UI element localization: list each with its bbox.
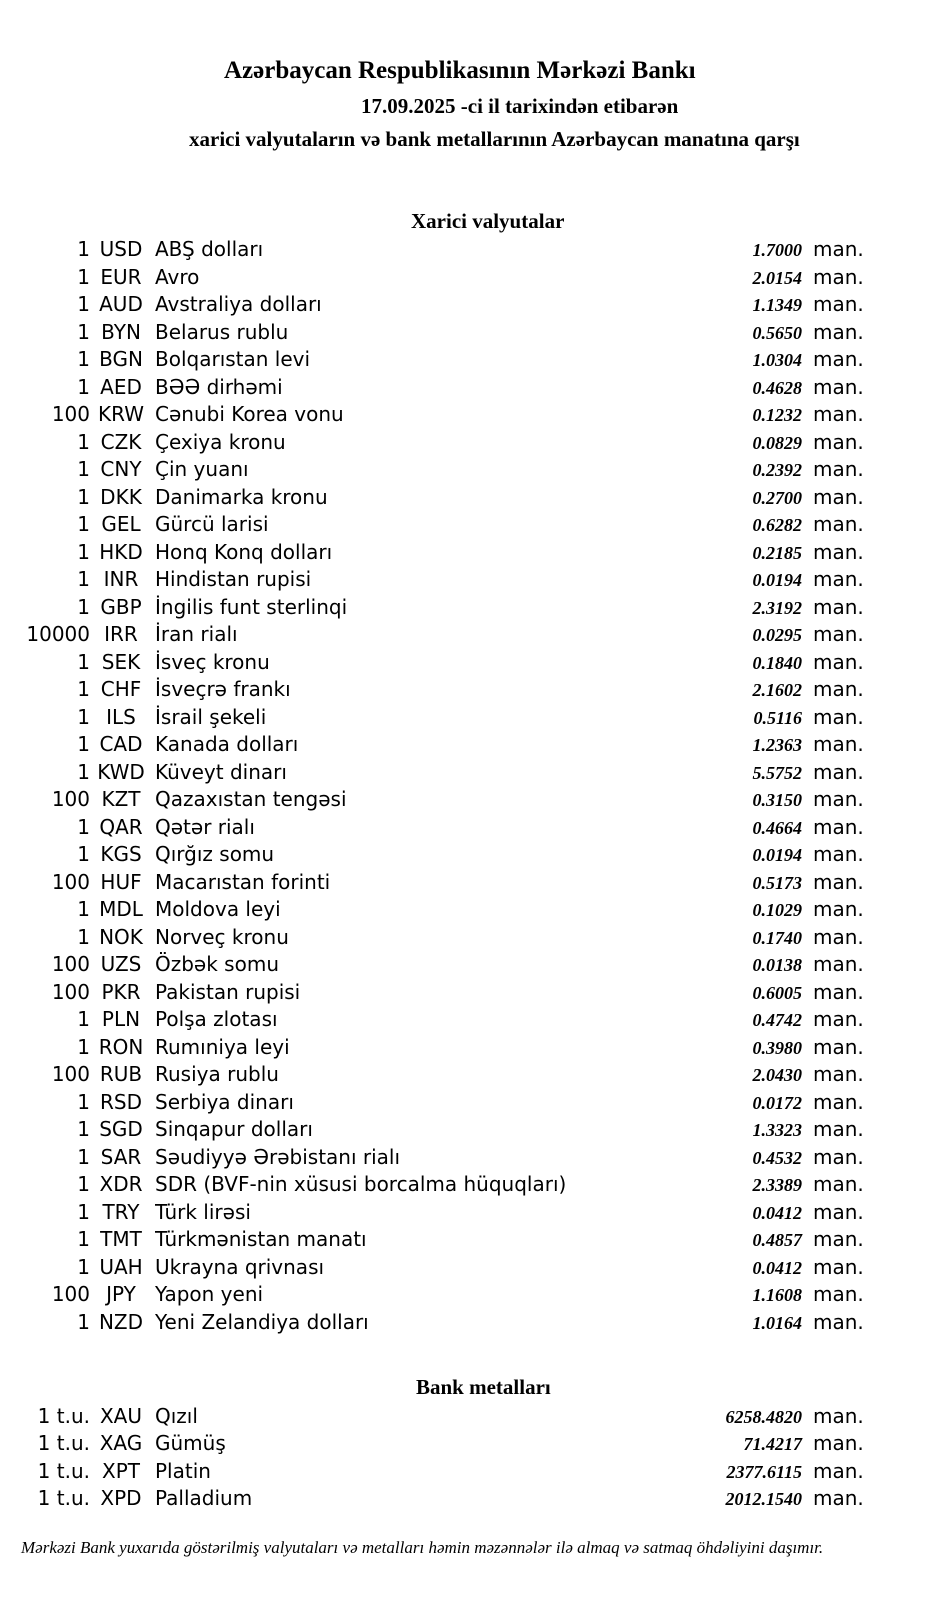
row-rate-value: 0.0829 bbox=[752, 432, 802, 453]
table-row bbox=[0, 594, 936, 622]
row-currency-name: Serbiya dinarı bbox=[155, 1089, 294, 1114]
table-row bbox=[0, 841, 936, 869]
row-unit-label: man. bbox=[813, 1254, 864, 1279]
row-unit-label: man. bbox=[813, 1431, 864, 1456]
row-quantity: 1 t.u. bbox=[37, 1404, 90, 1428]
row-unit-label: man. bbox=[813, 1486, 864, 1511]
row-currency-code: QAR bbox=[99, 814, 143, 839]
row-currency-code: BGN bbox=[99, 347, 143, 371]
table-row bbox=[0, 759, 936, 787]
table-row bbox=[0, 236, 936, 264]
table-row bbox=[0, 429, 936, 457]
row-currency-name: Avro bbox=[155, 264, 200, 289]
row-currency-code: XDR bbox=[99, 1172, 143, 1196]
row-quantity: 1 t.u. bbox=[37, 1486, 90, 1511]
row-quantity: 10000 bbox=[26, 622, 90, 646]
row-currency-name: Norveç kronu bbox=[155, 924, 289, 949]
row-currency-name: Qətər rialı bbox=[155, 814, 255, 839]
row-unit-label: man. bbox=[813, 732, 864, 756]
row-unit-label: man. bbox=[813, 924, 864, 949]
row-unit-label: man. bbox=[813, 1227, 864, 1251]
row-rate-value: 6258.4820 bbox=[725, 1407, 802, 1427]
row-quantity: 1 bbox=[77, 1309, 90, 1334]
row-quantity: 1 bbox=[77, 539, 90, 564]
row-currency-name: Qızıl bbox=[155, 1404, 198, 1428]
row-currency-code: CZK bbox=[100, 429, 142, 454]
currencies-section-title: Xarici valyutalar bbox=[411, 209, 565, 233]
row-rate-value: 2.0430 bbox=[752, 1065, 802, 1085]
row-unit-label: man. bbox=[813, 759, 864, 784]
table-row bbox=[0, 731, 936, 759]
row-currency-code: HUF bbox=[100, 869, 142, 894]
row-currency-name: Türk lirəsi bbox=[155, 1199, 251, 1224]
table-row bbox=[0, 566, 936, 594]
row-unit-label: man. bbox=[813, 952, 864, 976]
row-quantity: 1 bbox=[77, 759, 90, 784]
row-currency-code: ILS bbox=[106, 704, 136, 729]
row-rate-value: 0.0172 bbox=[752, 1092, 802, 1113]
row-currency-code: KGS bbox=[100, 842, 142, 866]
table-row bbox=[0, 1226, 936, 1254]
table-row bbox=[0, 1061, 936, 1089]
row-currency-name: Özbək somu bbox=[155, 952, 279, 976]
row-rate-value: 0.5116 bbox=[753, 707, 802, 728]
row-unit-label: man. bbox=[813, 347, 864, 371]
row-quantity: 1 bbox=[77, 1227, 90, 1251]
row-currency-code: USD bbox=[99, 237, 143, 261]
row-quantity: 1 bbox=[77, 897, 90, 921]
row-unit-label: man. bbox=[813, 512, 864, 536]
row-quantity: 100 bbox=[51, 869, 90, 894]
table-row bbox=[0, 1144, 936, 1172]
table-row bbox=[0, 896, 936, 924]
row-currency-name: Macarıstan forinti bbox=[155, 869, 331, 894]
row-currency-code: SGD bbox=[99, 1117, 143, 1141]
row-unit-label: man. bbox=[813, 1007, 864, 1031]
row-rate-value: 0.5173 bbox=[752, 872, 802, 893]
row-currency-code: RSD bbox=[100, 1089, 142, 1114]
table-row bbox=[0, 1006, 936, 1034]
row-currency-name: Pakistan rupisi bbox=[155, 979, 301, 1004]
row-currency-code: AUD bbox=[99, 292, 143, 316]
row-rate-value: 0.0412 bbox=[752, 1257, 802, 1278]
row-currency-name: Platin bbox=[155, 1458, 211, 1483]
row-currency-name: Qazaxıstan tengəsi bbox=[155, 787, 347, 811]
row-currency-code: RUB bbox=[99, 1062, 143, 1086]
row-quantity: 1 bbox=[77, 512, 90, 536]
row-quantity: 1 bbox=[77, 924, 90, 949]
row-quantity: 1 bbox=[77, 1254, 90, 1279]
row-quantity: 1 t.u. bbox=[37, 1458, 90, 1483]
row-unit-label: man. bbox=[813, 869, 864, 894]
row-rate-value: 0.1840 bbox=[752, 652, 802, 673]
table-row bbox=[0, 291, 936, 319]
row-quantity: 1 bbox=[77, 457, 90, 481]
row-quantity: 1 bbox=[77, 732, 90, 756]
table-row bbox=[0, 456, 936, 484]
row-currency-code: CNY bbox=[100, 457, 142, 481]
row-unit-label: man. bbox=[813, 567, 864, 591]
row-rate-value: 0.3980 bbox=[752, 1037, 802, 1058]
table-row bbox=[0, 786, 936, 814]
row-currency-name: Hindistan rupisi bbox=[155, 567, 312, 591]
row-currency-code: TMT bbox=[100, 1227, 142, 1251]
row-unit-label: man. bbox=[813, 594, 864, 619]
row-unit-label: man. bbox=[813, 704, 864, 729]
row-rate-value: 0.1232 bbox=[752, 405, 802, 425]
row-currency-name: İran rialı bbox=[155, 622, 238, 646]
row-rate-value: 2.3192 bbox=[752, 597, 802, 618]
row-currency-code: EUR bbox=[100, 264, 142, 289]
row-unit-label: man. bbox=[813, 1144, 864, 1169]
row-quantity: 1 bbox=[77, 1144, 90, 1169]
row-quantity: 1 bbox=[77, 842, 90, 866]
table-row bbox=[0, 814, 936, 842]
row-rate-value: 71.4217 bbox=[743, 1434, 802, 1455]
row-currency-code: XPT bbox=[102, 1458, 140, 1483]
row-currency-name: Bolqarıstan levi bbox=[155, 347, 311, 371]
row-unit-label: man. bbox=[813, 787, 864, 811]
table-row bbox=[0, 1403, 936, 1430]
row-rate-value: 0.0295 bbox=[752, 625, 802, 645]
row-rate-value: 0.4742 bbox=[752, 1010, 802, 1030]
row-rate-value: 2.0154 bbox=[752, 267, 802, 288]
table-row bbox=[0, 346, 936, 374]
row-currency-code: NOK bbox=[99, 924, 143, 949]
table-row bbox=[0, 1458, 936, 1485]
row-quantity: 100 bbox=[51, 1062, 90, 1086]
row-quantity: 1 bbox=[77, 1089, 90, 1114]
row-unit-label: man. bbox=[813, 1062, 864, 1086]
table-row bbox=[0, 1171, 936, 1199]
table-row bbox=[0, 1116, 936, 1144]
row-currency-name: Gürcü larisi bbox=[155, 512, 269, 536]
row-currency-name: Honq Konq dolları bbox=[155, 539, 333, 564]
table-row bbox=[0, 511, 936, 539]
row-currency-name: Küveyt dinarı bbox=[155, 759, 287, 784]
row-unit-label: man. bbox=[813, 1282, 864, 1306]
row-currency-name: Gümüş bbox=[155, 1431, 226, 1456]
row-quantity: 1 bbox=[77, 704, 90, 729]
row-unit-label: man. bbox=[813, 897, 864, 921]
row-unit-label: man. bbox=[813, 292, 864, 316]
row-currency-name: SDR (BVF-nin xüsusi borcalma hüquqları) bbox=[155, 1172, 567, 1196]
row-currency-name: Çexiya kronu bbox=[155, 429, 286, 454]
row-currency-name: Səudiyyə Ərəbistanı rialı bbox=[155, 1144, 401, 1169]
row-rate-value: 0.6005 bbox=[752, 982, 802, 1003]
obligation-note: Mərkəzi Bank yuxarıda göstərilmiş valyutaları və metalları həmin məzənnələr ilə almaq və satmaq öhdəliyini daşımır. bbox=[21, 1538, 824, 1557]
row-quantity: 100 bbox=[51, 1282, 90, 1306]
row-quantity: 1 bbox=[77, 1199, 90, 1224]
table-row bbox=[0, 1485, 936, 1512]
row-unit-label: man. bbox=[813, 319, 864, 344]
row-currency-name: Türkmənistan manatı bbox=[155, 1227, 367, 1251]
row-rate-value: 1.7000 bbox=[752, 240, 802, 260]
table-row bbox=[0, 676, 936, 704]
row-currency-code: PLN bbox=[101, 1007, 141, 1031]
row-unit-label: man. bbox=[813, 1309, 864, 1334]
row-currency-code: GEL bbox=[101, 512, 141, 536]
row-currency-code: GBP bbox=[100, 594, 142, 619]
row-currency-code: KRW bbox=[98, 402, 144, 426]
row-currency-code: KWD bbox=[97, 759, 145, 784]
row-rate-value: 0.2700 bbox=[752, 487, 802, 508]
row-rate-value: 1.3323 bbox=[752, 1120, 802, 1140]
row-unit-label: man. bbox=[813, 402, 864, 426]
row-quantity: 1 bbox=[77, 319, 90, 344]
table-row bbox=[0, 1281, 936, 1309]
row-rate-value: 1.1349 bbox=[752, 295, 802, 315]
row-currency-code: UZS bbox=[100, 952, 142, 976]
row-currency-name: İsveçrə frankı bbox=[155, 677, 291, 701]
table-row bbox=[0, 264, 936, 292]
table-row bbox=[0, 1430, 936, 1457]
row-quantity: 1 bbox=[77, 814, 90, 839]
row-unit-label: man. bbox=[813, 979, 864, 1004]
row-quantity: 1 bbox=[77, 347, 90, 371]
row-currency-name: Rumıniya leyi bbox=[155, 1034, 290, 1059]
row-unit-label: man. bbox=[813, 677, 864, 701]
table-row bbox=[0, 319, 936, 347]
table-row bbox=[0, 1199, 936, 1227]
row-unit-label: man. bbox=[813, 814, 864, 839]
row-currency-name: Qırğız somu bbox=[155, 842, 275, 866]
row-currency-name: Danimarka kronu bbox=[155, 484, 328, 509]
table-row bbox=[0, 374, 936, 402]
row-rate-value: 0.2185 bbox=[752, 542, 802, 563]
row-currency-name: Palladium bbox=[155, 1486, 253, 1511]
row-currency-code: XPD bbox=[100, 1486, 142, 1511]
row-unit-label: man. bbox=[813, 649, 864, 674]
row-quantity: 1 bbox=[77, 1034, 90, 1059]
row-rate-value: 0.1740 bbox=[752, 927, 802, 948]
row-quantity: 1 bbox=[77, 264, 90, 289]
table-row bbox=[0, 1034, 936, 1062]
row-currency-code: JPY bbox=[106, 1282, 136, 1306]
row-rate-value: 1.0164 bbox=[752, 1312, 802, 1333]
row-currency-code: BYN bbox=[101, 319, 141, 344]
row-rate-value: 1.1608 bbox=[752, 1285, 802, 1305]
row-unit-label: man. bbox=[813, 1034, 864, 1059]
row-currency-code: CHF bbox=[100, 677, 142, 701]
table-row bbox=[0, 649, 936, 677]
row-rate-value: 2.1602 bbox=[752, 680, 802, 700]
row-rate-value: 1.0304 bbox=[752, 350, 802, 370]
table-row bbox=[0, 539, 936, 567]
table-row bbox=[0, 1254, 936, 1282]
row-rate-value: 2.3389 bbox=[752, 1175, 802, 1195]
row-currency-name: Yapon yeni bbox=[155, 1282, 264, 1306]
table-row bbox=[0, 951, 936, 979]
row-unit-label: man. bbox=[813, 842, 864, 866]
row-quantity: 100 bbox=[51, 402, 90, 426]
metals-table bbox=[0, 1403, 936, 1513]
row-quantity: 1 bbox=[77, 237, 90, 261]
row-rate-value: 2012.1540 bbox=[725, 1489, 802, 1510]
row-currency-code: RON bbox=[98, 1034, 144, 1059]
table-row bbox=[0, 401, 936, 429]
row-unit-label: man. bbox=[813, 429, 864, 454]
row-currency-name: Cənubi Korea vonu bbox=[155, 402, 344, 426]
row-unit-label: man. bbox=[813, 622, 864, 646]
row-unit-label: man. bbox=[813, 1117, 864, 1141]
table-row bbox=[0, 979, 936, 1007]
row-unit-label: man. bbox=[813, 1172, 864, 1196]
table-row bbox=[0, 621, 936, 649]
row-currency-name: Avstraliya dolları bbox=[155, 292, 322, 316]
table-row bbox=[0, 484, 936, 512]
row-currency-code: CAD bbox=[99, 732, 143, 756]
row-currency-code: TRY bbox=[102, 1199, 140, 1224]
row-quantity: 1 bbox=[77, 374, 90, 399]
row-quantity: 100 bbox=[51, 787, 90, 811]
row-quantity: 1 bbox=[77, 594, 90, 619]
row-currency-name: İngilis funt sterlinqi bbox=[155, 594, 348, 619]
row-unit-label: man. bbox=[813, 539, 864, 564]
row-currency-name: İsrail şekeli bbox=[155, 704, 267, 729]
row-rate-value: 0.6282 bbox=[752, 515, 802, 535]
row-rate-value: 1.2363 bbox=[752, 735, 802, 755]
row-rate-value: 0.4532 bbox=[752, 1147, 802, 1168]
row-unit-label: man. bbox=[813, 1089, 864, 1114]
row-currency-code: XAG bbox=[99, 1431, 143, 1456]
table-row bbox=[0, 1309, 936, 1337]
row-currency-name: İsveç kronu bbox=[155, 649, 270, 674]
row-currency-name: BƏƏ dirhəmi bbox=[155, 374, 283, 399]
row-quantity: 1 bbox=[77, 567, 90, 591]
row-quantity: 1 bbox=[77, 1007, 90, 1031]
row-currency-name: Kanada dolları bbox=[155, 732, 299, 756]
row-currency-code: NZD bbox=[98, 1309, 144, 1334]
row-currency-name: ABŞ dolları bbox=[155, 237, 264, 261]
row-rate-value: 0.3150 bbox=[752, 790, 802, 810]
row-currency-name: Ukrayna qrivnası bbox=[155, 1254, 325, 1279]
row-unit-label: man. bbox=[813, 1458, 864, 1483]
row-quantity: 1 bbox=[77, 484, 90, 509]
row-currency-code: DKK bbox=[100, 484, 142, 509]
row-quantity: 1 bbox=[77, 1117, 90, 1141]
row-rate-value: 0.5650 bbox=[752, 322, 802, 343]
row-rate-value: 2377.6115 bbox=[726, 1461, 802, 1482]
row-currency-code: SEK bbox=[101, 649, 141, 674]
row-quantity: 1 bbox=[77, 649, 90, 674]
row-rate-value: 0.2392 bbox=[752, 460, 802, 480]
row-unit-label: man. bbox=[813, 1199, 864, 1224]
row-currency-name: Çin yuanı bbox=[155, 457, 249, 481]
currencies-table bbox=[0, 236, 936, 1336]
row-rate-value: 0.4664 bbox=[752, 817, 802, 838]
row-unit-label: man. bbox=[813, 374, 864, 399]
row-rate-value: 5.5752 bbox=[752, 762, 802, 783]
row-rate-value: 0.0194 bbox=[752, 845, 802, 865]
row-rate-value: 0.0138 bbox=[752, 955, 802, 975]
row-quantity: 1 t.u. bbox=[37, 1431, 90, 1456]
row-quantity: 1 bbox=[77, 1172, 90, 1196]
row-currency-code: PKR bbox=[101, 979, 141, 1004]
table-row bbox=[0, 869, 936, 897]
row-unit-label: man. bbox=[813, 264, 864, 289]
row-rate-value: 0.0194 bbox=[752, 570, 802, 590]
row-currency-name: Belarus rublu bbox=[155, 319, 289, 344]
row-quantity: 1 bbox=[77, 429, 90, 454]
row-rate-value: 0.0412 bbox=[752, 1202, 802, 1223]
row-quantity: 1 bbox=[77, 677, 90, 701]
row-rate-value: 0.4628 bbox=[752, 377, 802, 398]
row-unit-label: man. bbox=[813, 484, 864, 509]
row-currency-name: Sinqapur dolları bbox=[155, 1117, 313, 1141]
row-currency-code: MDL bbox=[99, 897, 143, 921]
table-row bbox=[0, 924, 936, 952]
row-currency-code: AED bbox=[100, 374, 142, 399]
row-quantity: 100 bbox=[51, 952, 90, 976]
row-currency-code: IRR bbox=[104, 622, 138, 646]
row-rate-value: 0.4857 bbox=[752, 1230, 802, 1250]
row-currency-code: SAR bbox=[100, 1144, 142, 1169]
row-currency-code: HKD bbox=[99, 539, 143, 564]
row-quantity: 100 bbox=[51, 979, 90, 1004]
row-currency-code: KZT bbox=[101, 787, 141, 811]
metals-section-title: Bank metalları bbox=[416, 1375, 551, 1399]
row-quantity: 1 bbox=[77, 292, 90, 316]
row-unit-label: man. bbox=[813, 457, 864, 481]
row-unit-label: man. bbox=[813, 237, 864, 261]
row-currency-name: Yeni Zelandiya dolları bbox=[155, 1309, 369, 1334]
table-row bbox=[0, 704, 936, 732]
table-row bbox=[0, 1089, 936, 1117]
page-subtitle: xarici valyutaların və bank metallarının Azərbaycan manatına qarşı bbox=[189, 127, 800, 151]
row-currency-code: INR bbox=[103, 567, 139, 591]
row-unit-label: man. bbox=[813, 1404, 864, 1428]
row-rate-value: 0.1029 bbox=[752, 900, 802, 920]
row-currency-name: Moldova leyi bbox=[155, 897, 281, 921]
row-currency-name: Polşa zlotası bbox=[155, 1007, 278, 1031]
row-currency-name: Rusiya rublu bbox=[155, 1062, 279, 1086]
row-currency-code: XAU bbox=[99, 1404, 143, 1428]
effective-date-line: 17.09.2025 -ci il tarixindən etibarən bbox=[361, 94, 679, 118]
row-currency-code: UAH bbox=[99, 1254, 143, 1279]
page-title: Azərbaycan Respublikasının Mərkəzi Bankı bbox=[224, 57, 696, 84]
